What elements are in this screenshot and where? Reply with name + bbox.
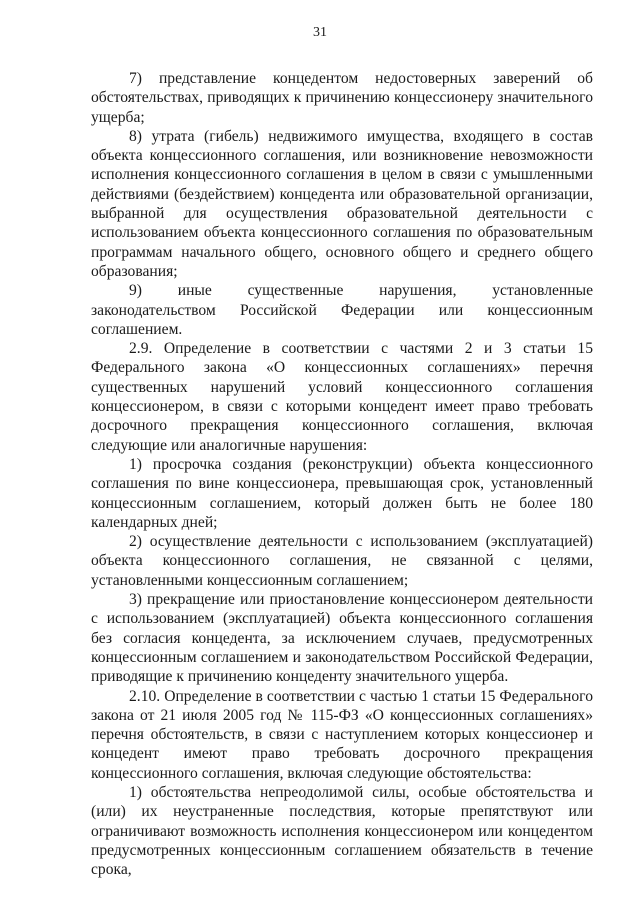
paragraph-section-2-10: 2.10. Определение в соответствии с частью 1 статьи 15 Федерального закона от 21 июля 2005 год № 115-ФЗ «О концессионных соглашениях» перечня обстоятельств, в связи с наступлением которых концессионер и концедент имеют право требовать досрочного прекращения концессионного соглашения, включая следующие обстоятельства: <box>91 687 593 782</box>
page-number: 31 <box>313 25 327 40</box>
paragraph-2-9-item-1: 1) просрочка создания (реконструкции) объекта концессионного соглашения по вине концессионера, превышающая срок, установленный концессионным соглашением, который должен быть не более 180 календарных дней; <box>91 455 593 531</box>
paragraph-2-10-item-1: 1) обстоятельства непреодолимой силы, особые обстоятельства и (или) их неустраненные последствия, которые препятствуют или ограничивают возможность исполнения концессионером или концедентом предусмотренных концессионным соглашением обязательств в течение срока, <box>91 783 593 879</box>
document-body <box>91 69 593 879</box>
paragraph-item-7: 7) представление концедентом недостоверных заверений об обстоятельствах, приводящих к причинению концессионеру значительного ущерба; <box>91 70 593 126</box>
paragraph-item-8: 8) утрата (гибель) недвижимого имущества, входящего в состав объекта концессионного соглашения, или возникновение невозможности исполнения концессионного соглашения в целом в связи с умышленными действиями (бездействием) концедента или образовательной организации, выбранной для осуществления образовательной деятельности с использованием объекта концессионного соглашения по образовательным программам начального общего, основного общего и среднего общего образования; <box>91 127 593 280</box>
paragraph-section-2-9: 2.9. Определение в соответствии с частями 2 и 3 статьи 15 Федерального закона «О концессионных соглашениях» перечня существенных нарушений условий концессионного соглашения концессионером, в связи с которыми концедент имеет право требовать досрочного прекращения концессионного соглашения, включая следующие или аналогичные нарушения: <box>91 340 593 454</box>
paragraph-2-9-item-2: 2) осуществление деятельности с использованием (эксплуатацией) объекта концессионного соглашения, не связанной с целями, установленными концессионным соглашением; <box>91 533 593 589</box>
paragraph-2-9-item-3: 3) прекращение или приостановление концессионером деятельности с использованием (эксплуатацией) объекта концессионного соглашения без согласия концедента, за исключением случаев, предусмотренных концессионным соглашением и законодательством Российской Федерации, приводящие к причинению концеденту значительного ущерба. <box>91 591 593 686</box>
paragraph-item-9: 9) иные существенные нарушения, установленные законодательством Российской Федерации или концессионным соглашением. <box>91 282 593 338</box>
